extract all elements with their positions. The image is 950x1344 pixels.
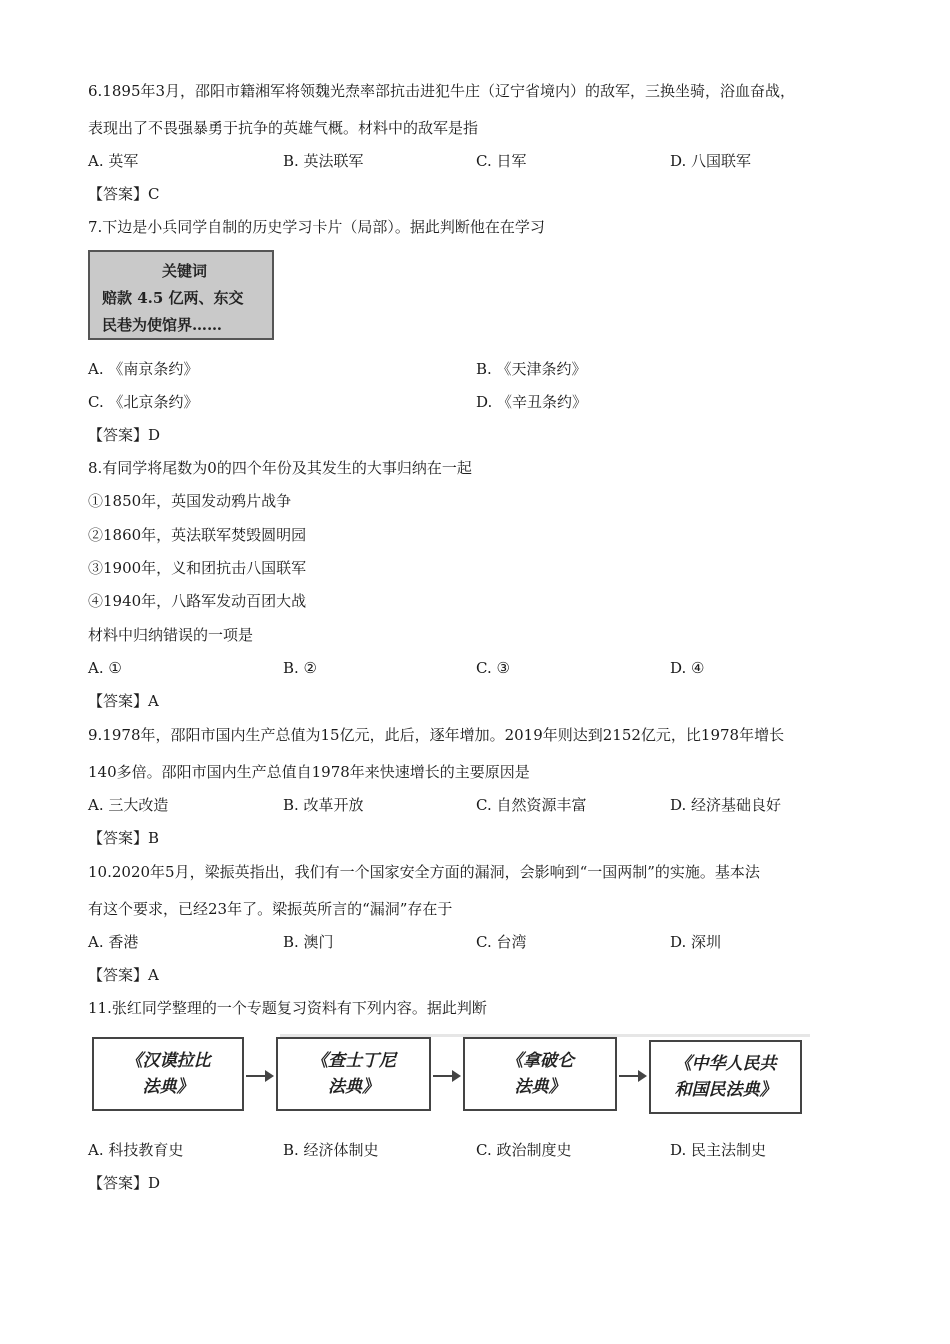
card-line-1: 赔款 4.5 亿两、东交 [102,289,244,307]
q11-option-d: D. 民主法制史 [670,1141,767,1159]
q9-answer: 【答案】B [88,829,160,847]
flow-box-4-line-2: 和国民法典》 [674,1080,777,1100]
q10-option-c: C. 台湾 [476,933,527,951]
q6-line-2: 表现出了不畏强暴勇于抗争的英雄气概。材料中的敌军是指 [88,119,479,137]
q10-option-a: A. 香港 [88,933,139,951]
flow-box-2-line-2: 法典》 [328,1077,379,1097]
q9-line-1: 9.1978年，邵阳市国内生产总值为15亿元，此后，逐年增加。2019年则达到2152亿元，比1978年增长 [88,726,785,744]
flow-box-2-line-1: 《查士丁尼 [311,1051,396,1071]
q6-option-c: C. 日军 [476,152,527,170]
q7-option-b: B. 《天津条约》 [476,360,587,378]
q11-option-a: A. 科技教育史 [88,1141,184,1159]
q8-option-d: D. ④ [670,659,705,677]
flow-box-4 [649,1040,802,1114]
q9-option-c: C. 自然资源丰富 [476,796,587,814]
flow-box-4-line-1: 《中华人民共 [674,1054,777,1074]
flow-box-1 [92,1037,244,1111]
flow-arrow-3 [619,1075,645,1077]
q7-line-1: 7.下边是小兵同学自制的历史学习卡片（局部）。据此判断他在在学习 [88,218,545,236]
q8-item-4: ④1940年，八路军发动百团大战 [88,592,307,610]
q8-item-1: ①1850年，英国发动鸦片战争 [88,492,292,510]
card-line-2: 民巷为使馆界…… [102,316,223,334]
card-heading: 关键词 [162,262,208,280]
q6-line-1: 6.1895年3月，邵阳市籍湘军将领魏光焘率部抗击进犯牛庄（辽宁省境内）的敌军，三换坐骑，浴血奋战， [88,82,796,100]
flow-box-3-line-1: 《拿破仑 [506,1051,574,1071]
q9-option-a: A. 三大改造 [88,796,169,814]
q11-line-1: 11.张红同学整理的一个专题复习资料有下列内容。据此判断 [88,999,487,1017]
q8-option-a: A. ① [88,659,122,677]
flow-arrow-2 [433,1075,459,1077]
q8-answer: 【答案】A [88,692,159,710]
q10-answer: 【答案】A [88,966,159,984]
study-card [88,250,274,340]
q8-line-1: 8.有同学将尾数为0的四个年份及其发生的大事归纳在一起 [88,459,472,477]
q7-option-c: C. 《北京条约》 [88,393,199,411]
q8-option-c: C. ③ [476,659,510,677]
q6-option-d: D. 八国联军 [670,152,752,170]
q8-item-2: ②1860年，英法联军焚毁圆明园 [88,526,307,544]
flow-arrow-1 [246,1075,272,1077]
q8-item-3: ③1900年，义和团抗击八国联军 [88,559,307,577]
q11-option-c: C. 政治制度史 [476,1141,572,1159]
q10-option-b: B. 澳门 [283,933,334,951]
q8-option-b: B. ② [283,659,318,677]
q7-answer: 【答案】D [88,426,161,444]
flow-box-1-line-1: 《汉谟拉比 [125,1051,211,1071]
q6-option-a: A. 英军 [88,152,139,170]
flow-box-1-line-2: 法典》 [142,1077,194,1097]
q6-answer: 【答案】C [88,185,160,203]
q6-option-b: B. 英法联军 [283,152,364,170]
q11-option-b: B. 经济体制史 [283,1141,379,1159]
q8-line-2: 材料中归纳错误的一项是 [88,626,254,644]
flow-box-3 [463,1037,617,1111]
q9-option-d: D. 经济基础良好 [670,796,782,814]
q10-option-d: D. 深圳 [670,933,722,951]
q7-option-a: A. 《南京条约》 [88,360,199,378]
flow-box-2 [276,1037,431,1111]
q9-option-b: B. 改革开放 [283,796,364,814]
q10-line-2: 有这个要求，已经23年了。梁振英所言的“漏洞”存在于 [88,900,453,918]
q11-answer: 【答案】D [88,1174,161,1192]
q10-line-1: 10.2020年5月，梁振英指出，我们有一个国家安全方面的漏洞，会影响到“一国两制”的实施。基本法 [88,863,760,881]
q7-option-d: D. 《辛丑条约》 [476,393,588,411]
q9-line-2: 140多倍。邵阳市国内生产总值自1978年来快速增长的主要原因是 [88,763,530,781]
flow-box-3-line-2: 法典》 [514,1077,566,1097]
